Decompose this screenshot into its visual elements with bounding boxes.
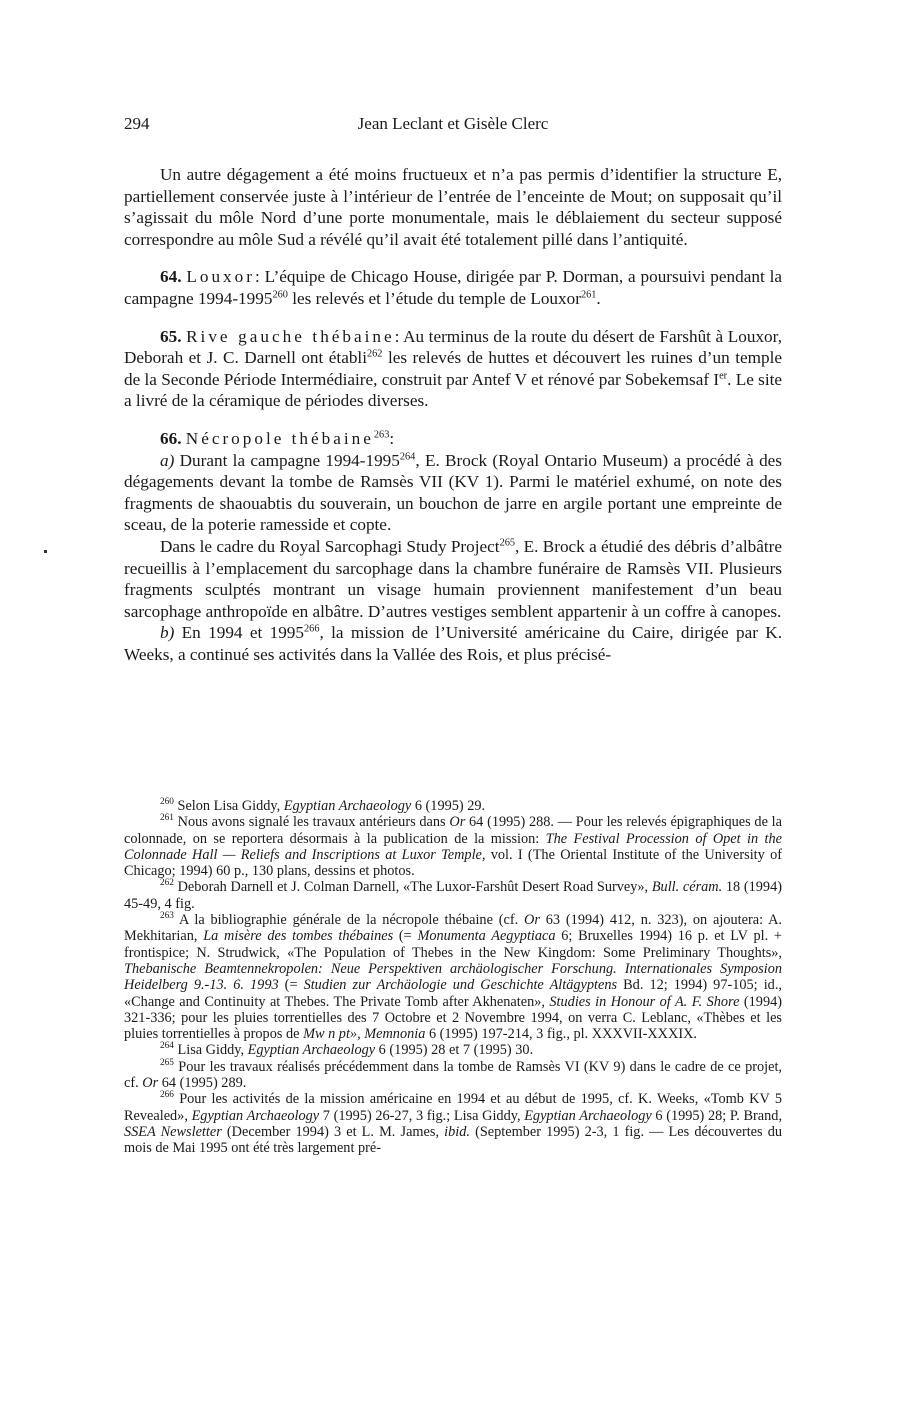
fn-text: (1994) 321-336; pour les pluies torrentielles des 7 Octobre et 2 Novembre 1994, on verra C. Leblanc, «Thèbes et les pluies torrentielles à propos de (124, 993, 782, 1043)
footnote-ref[interactable]: 262 (366, 348, 383, 360)
footnote-266 (124, 1091, 782, 1156)
fn-text: (= (278, 977, 304, 994)
fn-italic: La misère des tombes thébaines (203, 928, 394, 945)
page-number: 294 (124, 114, 150, 133)
fn-text: 63 (1994) 412, n. 323), on ajoutera: A. Mekhitarian, (124, 912, 782, 945)
section-text: . Le site a livré de la céramique de périodes diverses. (124, 369, 782, 411)
fn-text: 6 (1995) 29. (411, 798, 486, 814)
section-64 (124, 266, 782, 309)
footnote-number: 262 (160, 878, 174, 889)
fn-text: (September 1995) 2-3, 1 fig. — Les découvertes du mois de Mai 1995 ont été très largement pré- (124, 1123, 783, 1157)
fn-text: A la bibliographie générale de la nécropole thébaine (cf. (173, 912, 525, 929)
paragraph-sarcophagi (124, 536, 782, 622)
superscript-er: er (719, 370, 728, 382)
fn-italic: Egyptian Archaeology (191, 1107, 320, 1124)
footnote-number: 266 (160, 1090, 174, 1101)
paragraph-b (124, 622, 782, 665)
fn-italic: Or (142, 1075, 159, 1092)
footnote-ref[interactable]: 266 (304, 623, 320, 635)
paragraph-a (124, 450, 782, 536)
section-65 (124, 326, 782, 412)
paragraph-intro: Un autre dégagement a été moins fructueux et n’a pas permis d’identifier la structure E, partiellement conservée juste à l’intérieur de l’entrée de l’enceinte de Mout; on supposait qu’il s’agissait du môle Nord d’une porte monumentale, mais le déblaiement du secteur supposé correspondre au môle Sud a révélé qu’il avait été totalement pillé dans l’antiquité. (124, 165, 782, 249)
fn-text: 64 (1995) 288. — Pour les relevés épigraphiques de la colonnade, on se reportera désormais à la publication de la mission: (124, 814, 782, 847)
footnote-number: 265 (160, 1057, 174, 1068)
footnote-ref[interactable]: 261 (580, 289, 597, 301)
fn-text: (December 1994) 3 et L. M. James, (221, 1123, 445, 1140)
footnote-265 (124, 1059, 782, 1092)
margin-dot (44, 550, 47, 553)
paragraph-text: Durant la campagne 1994-1995 (174, 450, 400, 470)
fn-text: Deborah Darnell et J. Colman Darnell, «The Luxor-Farshût Desert Road Survey», (173, 879, 652, 896)
fn-italic: Studies in Honour of A. F. Shore (549, 993, 740, 1010)
footnote-number: 264 (160, 1041, 174, 1052)
fn-text: 7 (1995) 26-27, 3 fig.; Lisa Giddy, (319, 1107, 525, 1124)
section-text: : L’équipe de Chicago House, dirigée par P. Dorman, a poursuivi pendant la campagne 1994-1995 (124, 267, 782, 308)
fn-text: 64 (1995) 289. (158, 1075, 247, 1092)
fn-text: 6 (1995) 28; P. Brand, (651, 1107, 783, 1124)
footnote-ref[interactable]: 260 (272, 289, 288, 301)
section-text: les relevés et l’étude du temple de Louxor (287, 288, 581, 308)
item-label: a) (160, 450, 175, 470)
footnote-264 (124, 1042, 782, 1058)
fn-text: 6 (1995) 28 et 7 (1995) 30. (375, 1042, 534, 1059)
fn-text: (= (393, 928, 418, 945)
fn-text: Pour les activités de la mission américaine en 1994 et au début de 1995, cf. K. Weeks, «Tomb KV 5 Revealed», (124, 1091, 782, 1124)
fn-italic: ibid. (444, 1123, 470, 1140)
footnotes (124, 798, 782, 1157)
fn-italic: Bull. céram. (651, 879, 723, 896)
fn-italic: Studien zur Archäologie und Geschichte Altägyptens (303, 977, 618, 994)
running-head: Jean Leclant et Gisèle Clerc (357, 114, 549, 133)
section-number: 65. (160, 326, 182, 346)
footnote-number: 261 (160, 813, 174, 824)
footnote-262 (124, 879, 782, 912)
fn-text: Nous avons signalé les travaux antérieurs dans (173, 814, 450, 831)
fn-text: Bd. 12; 1994) 97-105; id., «Change and Continuity at Thebes. The Private Tomb after Akhenaten», (124, 977, 782, 1010)
section-colon: : (389, 428, 395, 448)
footnote-263 (124, 912, 782, 1042)
footnote-ref[interactable]: 264 (399, 450, 416, 462)
fn-italic: Mw n pt», Memnonia (303, 1026, 426, 1043)
item-label: b) (160, 623, 175, 643)
fn-text: Pour les travaux réalisés précédemment dans la tombe de Ramsès VI (KV 9) dans le cadre de ce projet, cf. (124, 1058, 782, 1092)
section-text: les relevés de huttes et découvert les ruines d’un temple de la Seconde Période Intermédiaire, construit par Antef V et rénové par Sobekemsaf I (124, 348, 782, 389)
paragraph-text: , E. Brock (Royal Ontario Museum) a procédé à des dégagements devant la tombe de Ramsès VII (KV 1). Parmi le matériel exhumé, on note des fragments de shaouabtis du souverain, un bouchon de jarre en argile portant une empreinte de sceau, de la poterie ramesside et copte. (124, 450, 782, 535)
fn-italic: Egyptian Archaeology (247, 1042, 376, 1059)
footnote-ref[interactable]: 263 (373, 429, 390, 441)
section-title: Nécropole thébaine (185, 428, 374, 448)
fn-italic: Monumenta Aegyptiaca (417, 928, 556, 945)
fn-italic: Egyptian Archaeology (524, 1107, 652, 1124)
fn-text: Lisa Giddy, (173, 1042, 248, 1059)
fn-italic: Egyptian Archaeology (283, 798, 412, 814)
fn-text: 6; Bruxelles 1994) 16 p. et LV pl. + frontispice; N. Strudwick, «The Population of Thebes in the New Kingdom: Some Preliminary Thoughts», (124, 928, 782, 961)
fn-text: 18 (1994) 45-49, 4 fig. (124, 879, 782, 912)
fn-text: 6 (1995) 197-214, 3 fig., pl. XXXVII-XXXIX. (425, 1026, 697, 1043)
footnote-number: 260 (160, 797, 174, 808)
section-number: 66. (160, 428, 182, 448)
footnote-number: 263 (160, 911, 174, 922)
fn-italic: Or (524, 912, 540, 929)
footnote-260 (124, 798, 782, 814)
fn-italic: The Festival Procession of Opet in the Colonnade Hall — Reliefs and Inscriptions at Luxor Temple (124, 830, 782, 863)
fn-text: Selon Lisa Giddy, (173, 798, 284, 814)
fn-italic: Or (449, 814, 466, 831)
paragraph-text: , E. Brock a étudié des débris d’albâtre recueillis à l’emplacement du sarcophage dans la chambre funéraire de Ramsès VII. Plusieurs fragments sculptés montrant un visage humain proviennent manifestement d’un beau sarcophage anthropoïde en albâtre. D’autres vestiges semblent appartenir à un coffre à canopes. (124, 536, 782, 621)
footnote-ref[interactable]: 265 (499, 537, 516, 549)
section-number: 64. (160, 267, 182, 287)
paragraph-text: En 1994 et 1995 (174, 623, 304, 643)
fn-italic: Thebanische Beamtennekropolen: Neue Perspektiven archäologischer Forschung. Internationales Symposion Heidelberg 9.-13. 6. 1993 (124, 960, 782, 994)
section-text: . (596, 288, 601, 308)
section-title: Rive gauche thébaine (186, 326, 395, 346)
body-text (124, 164, 782, 665)
section-title: Louxor (186, 267, 255, 287)
paragraph-text: , la mission de l’Université américaine du Caire, dirigée par K. Weeks, a continué ses activités dans la Vallée des Rois, et plus précisé- (124, 623, 782, 664)
footnote-261 (124, 814, 782, 879)
paragraph-text: Dans le cadre du Royal Sarcophagi Study Project (160, 536, 500, 556)
section-66-heading (124, 428, 782, 450)
section-text: : Au terminus de la route du désert de Farshût à Louxor, Deborah et J. C. Darnell ont établi (124, 326, 782, 368)
fn-text: , vol. I (The Oriental Institute of the University of Chicago; 1994) 60 p., 130 plans, dessins et photos. (124, 846, 782, 880)
fn-italic: SSEA Newsletter (124, 1123, 222, 1140)
